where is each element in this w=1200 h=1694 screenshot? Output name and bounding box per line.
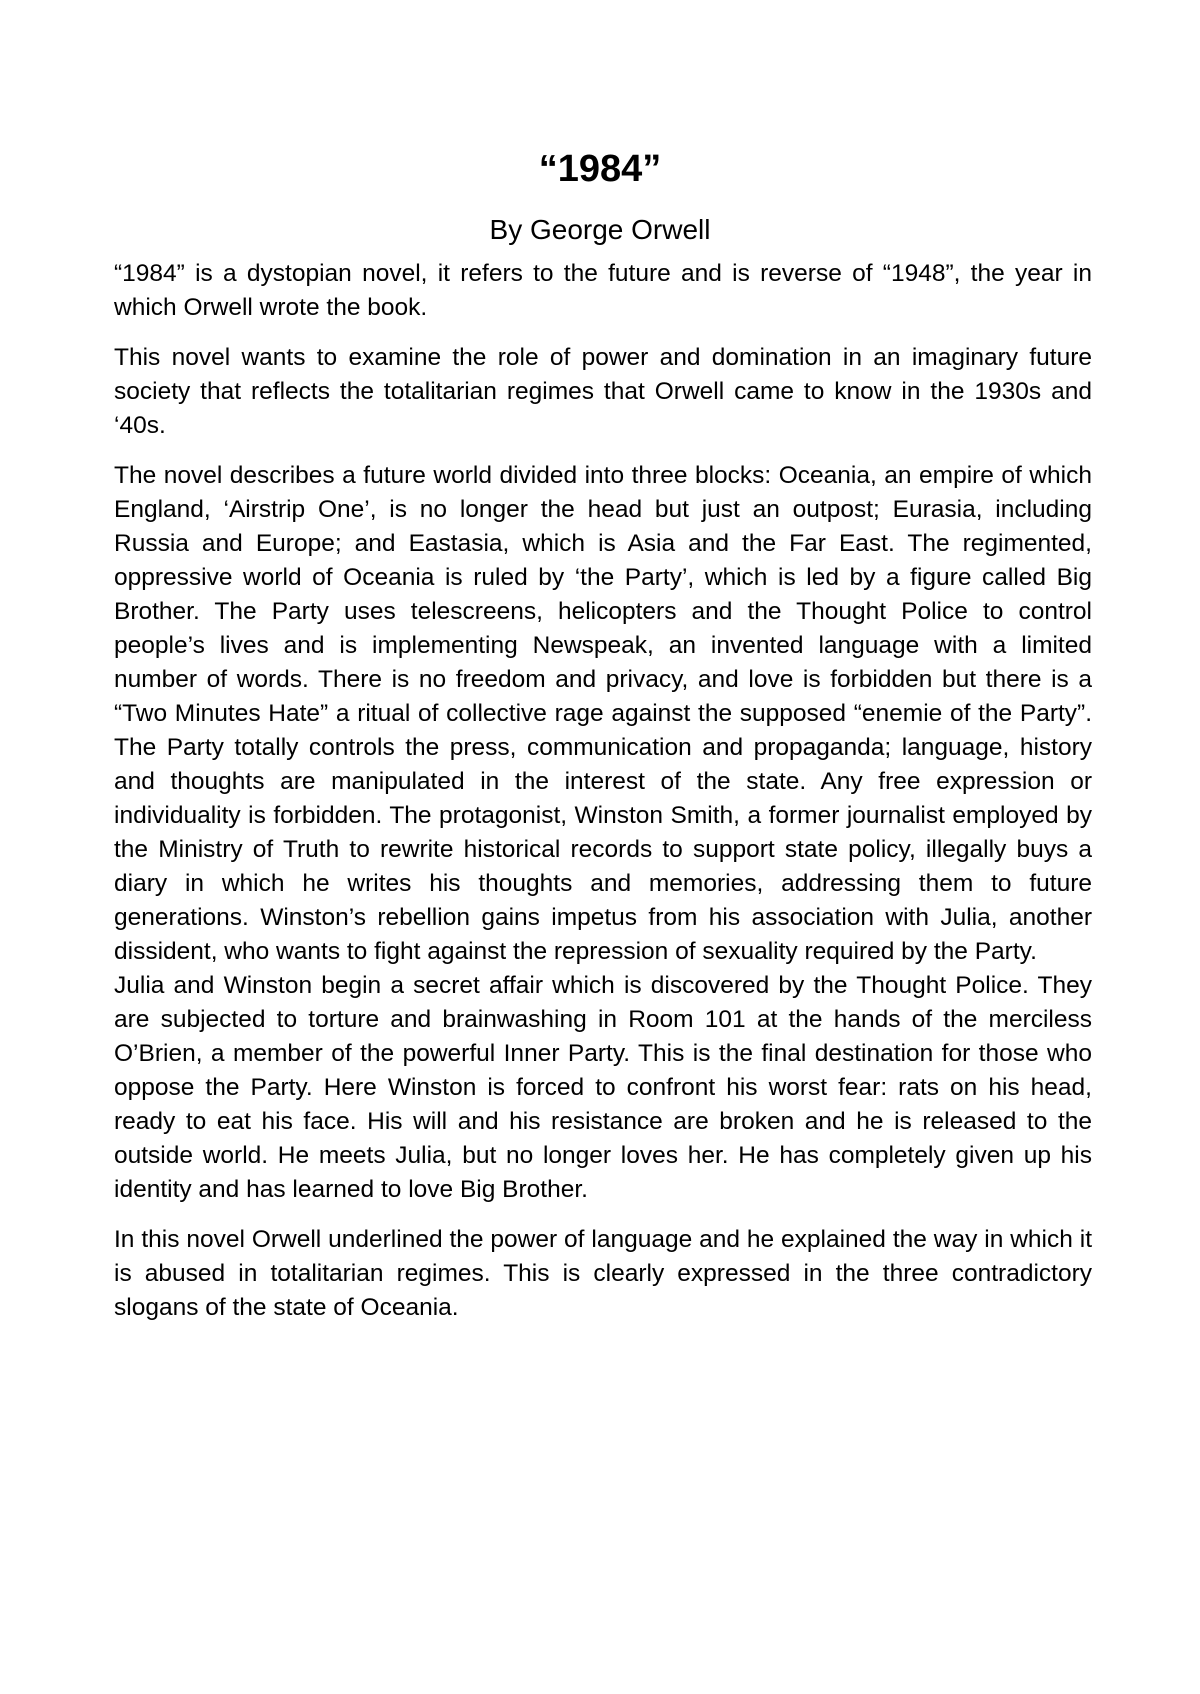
document-body: [114, 257, 1092, 1341]
paragraph-intro: “1984” is a dystopian novel, it refers to the future and is reverse of “1948”, the year in which Orwell wrote the book.: [114, 260, 1092, 321]
paragraph-plot: The novel describes a future world divided into three blocks: Oceania, an empire of which England, ‘Airstrip One’, is no longer the head but just an outpost; Eurasia, including Russia and Europe; and Eastasia, which is Asia and the Far East. The regimented, oppressive world of Oceania is ruled by ‘the Party’, which is led by a figure called Big Brother. The Party uses telescreens, helicopters and the Thought Police to control people’s lives and is implementing Newspeak, an invented language with a limited number of words. There is no freedom and privacy, and love is forbidden but there is a “Two Minutes Hate” a ritual of collective rage against the supposed “enemie of the Party”. The Party totally controls the press, communication and propaganda; language, history and thoughts are manipulated in the interest of the state. Any free expression or individuality is forbidden. The protagonist, Winston Smith, a former journalist employed by the Ministry of Truth to rewrite historical records to support state policy, illegally buys a diary in which he writes his thoughts and memories, addressing them to future generations. Winston’s rebellion gains impetus from his association with Julia, another dissident, who wants to fight against the repression of sexuality required by the Party.: [114, 462, 1092, 965]
document-title: “1984”: [538, 148, 662, 190]
paragraph-purpose: This novel wants to examine the role of power and domination in an imaginary future society that reflects the totalitarian regimes that Orwell came to know in the 1930s and ‘40s.: [114, 344, 1092, 439]
paragraph-affair: Julia and Winston begin a secret affair which is discovered by the Thought Police. They are subjected to torture and brainwashing in Room 101 at the hands of the merciless O’Brien, a member of the powerful Inner Party. This is the final destination for those who oppose the Party. Here Winston is forced to confront his worst fear: rats on his head, ready to eat his face. His will and his resistance are broken and he is released to the outside world. He meets Julia, but no longer loves her. He has completely given up his identity and has learned to love Big Brother.: [114, 972, 1092, 1203]
paragraph-conclusion: In this novel Orwell underlined the power of language and he explained the way in which it is abused in totalitarian regimes. This is clearly expressed in the three contradictory slogans of the state of Oceania.: [114, 1226, 1092, 1321]
author-byline: By George Orwell: [489, 214, 711, 245]
